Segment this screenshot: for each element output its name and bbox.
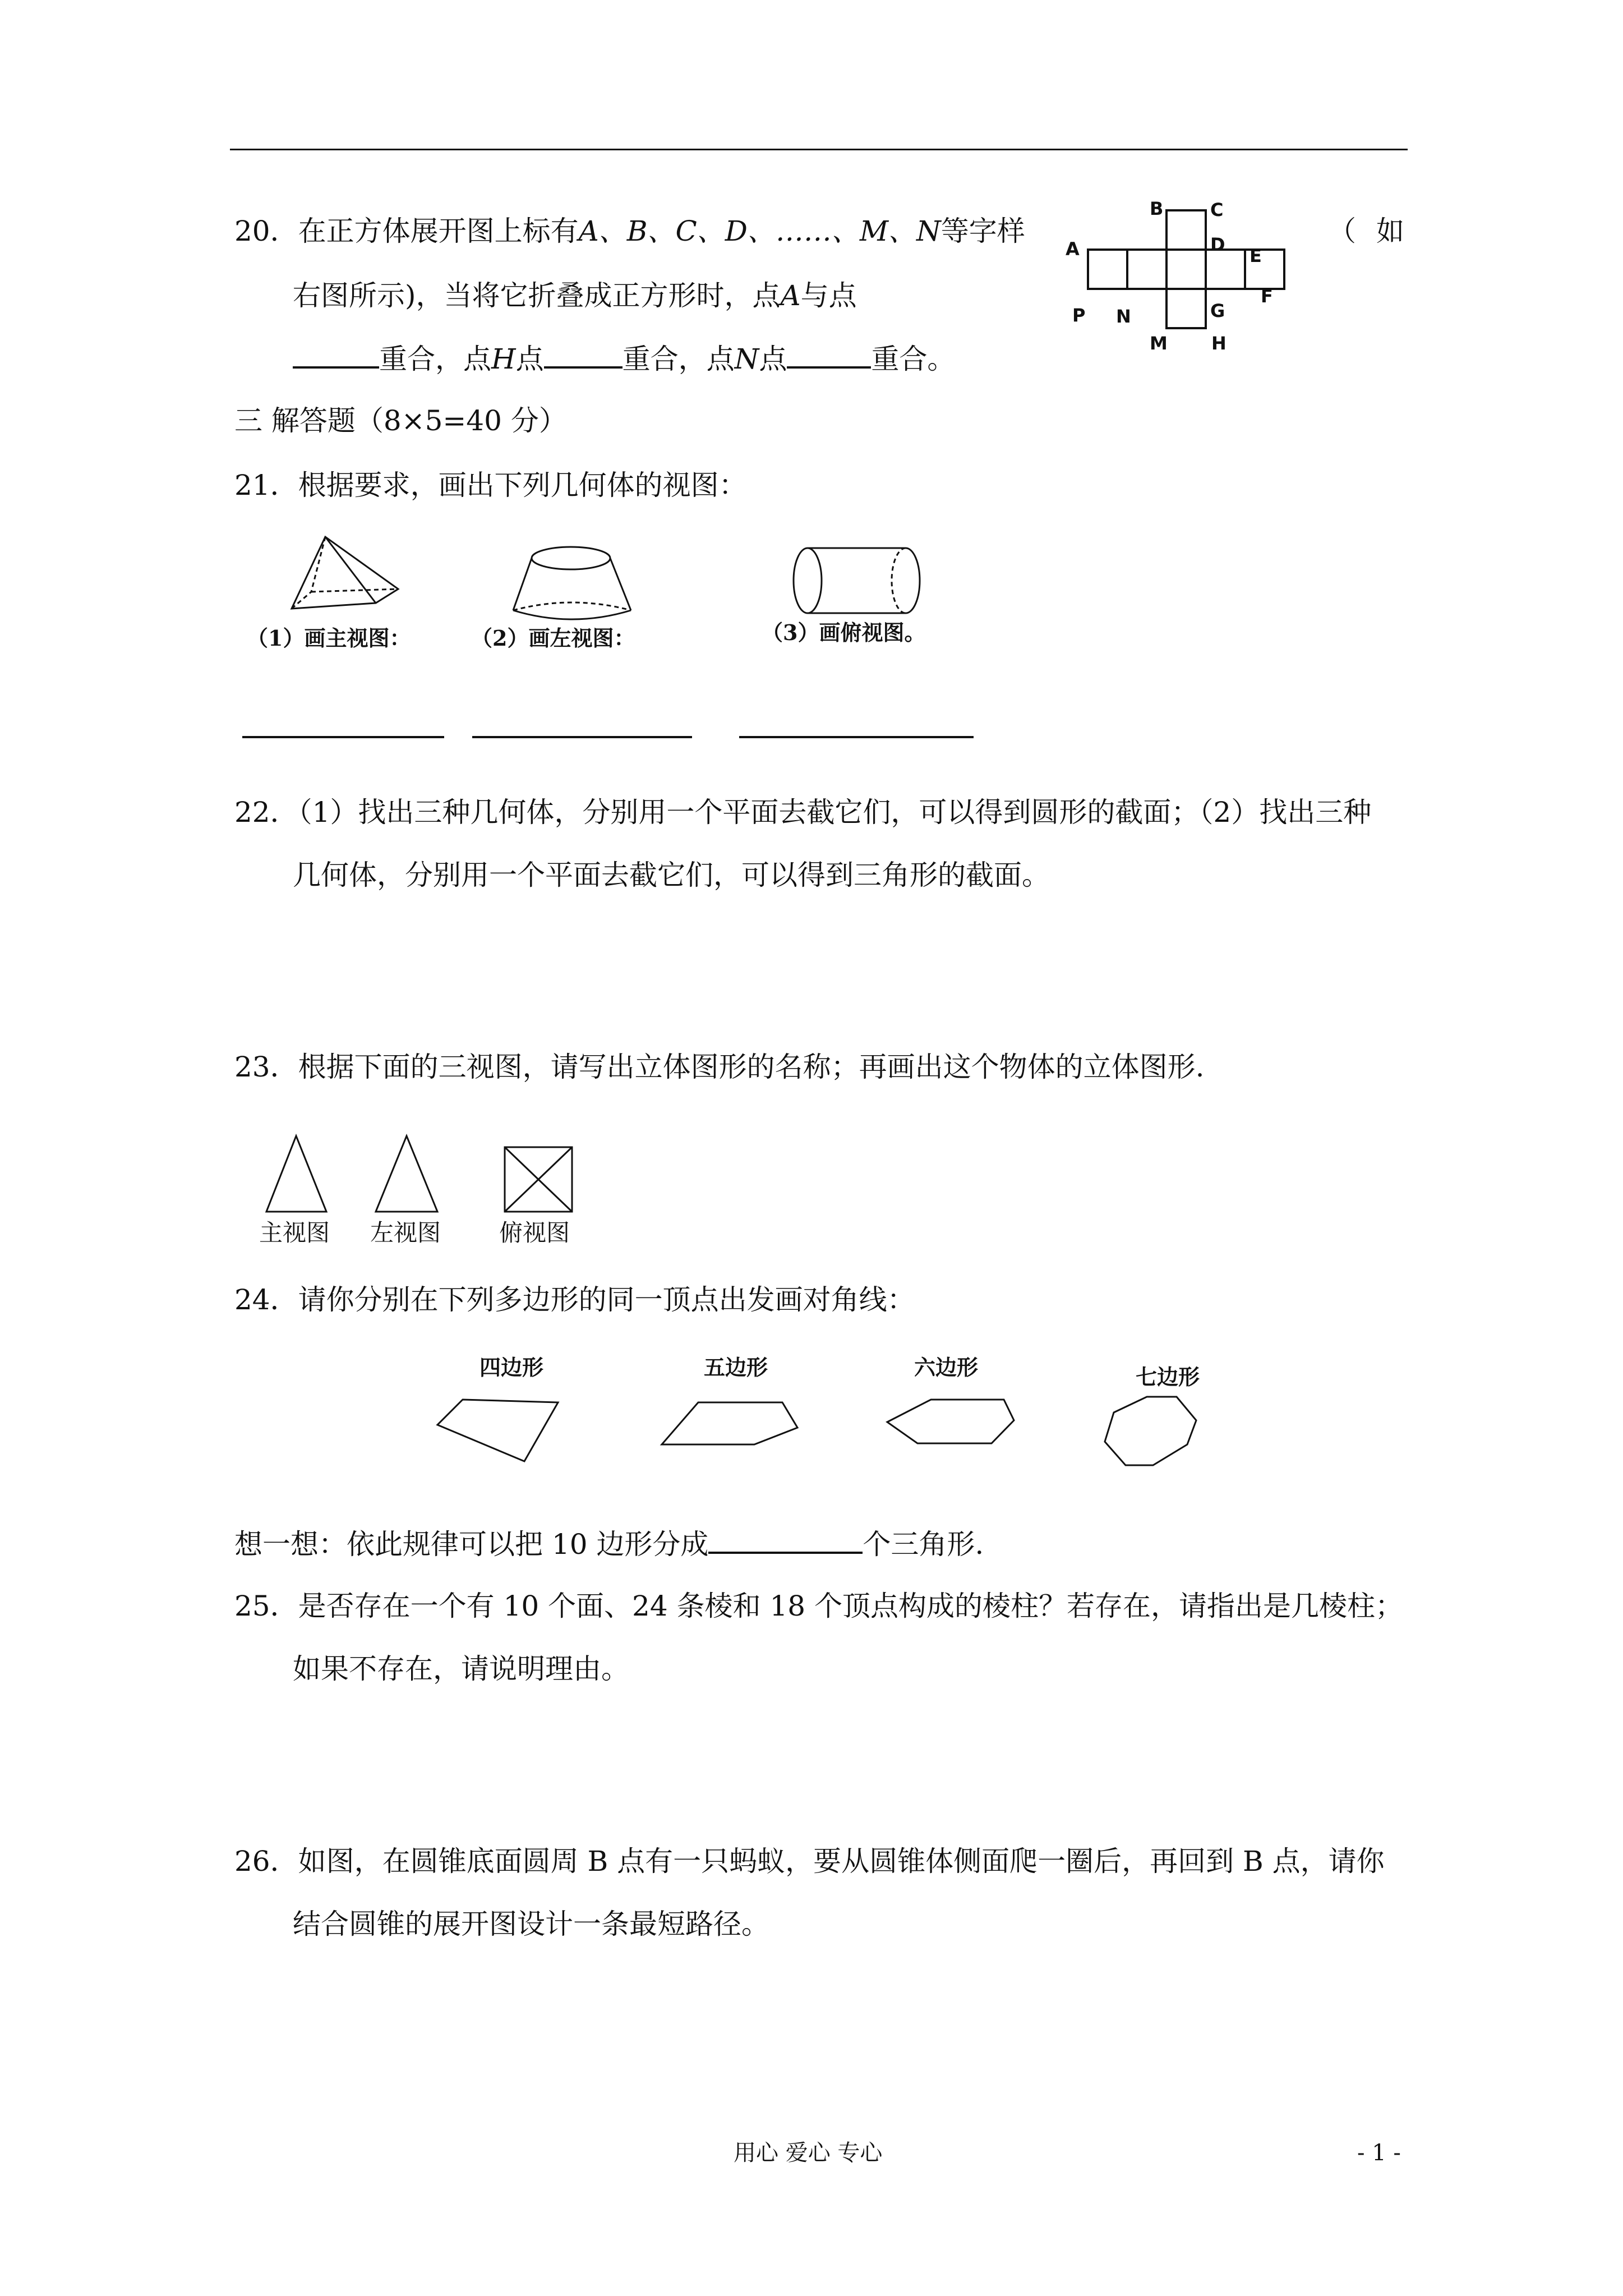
net-label-m: M bbox=[1150, 333, 1168, 354]
q20-line3: 重合，点H点 重合，点N点 重合。 bbox=[293, 342, 955, 376]
q21-answer-line-3[interactable] bbox=[739, 736, 974, 738]
quadrilateral bbox=[437, 1400, 558, 1461]
q22-line2: 几何体，分别用一个平面去截它们，可以得到三角形的截面。 bbox=[293, 859, 1050, 891]
net-label-g: G bbox=[1210, 300, 1225, 321]
page-number: - 1 - bbox=[1357, 2140, 1401, 2166]
q23-three-views bbox=[258, 1133, 583, 1223]
q26-line1: 26．如图，在圆锥底面圆周 B 点有一只蚂蚁，要从圆锥体侧面爬一圈后，再回到 B 点，请你 bbox=[234, 1845, 1385, 1878]
net-label-a: A bbox=[1066, 238, 1080, 260]
header-rule bbox=[230, 149, 1408, 150]
q21-answer-line-2[interactable] bbox=[472, 736, 692, 738]
answer-blank-n[interactable] bbox=[787, 343, 871, 369]
q20-line1: 20．在正方体展开图上标有A、B、C、D、……、M、N等字样 bbox=[234, 215, 1025, 247]
answer-blank-a[interactable] bbox=[293, 343, 379, 369]
q23-caption-top: 俯视图 bbox=[499, 1219, 570, 1246]
cylinder-figure bbox=[785, 544, 931, 623]
q23-caption-front: 主视图 bbox=[259, 1219, 330, 1246]
net-label-n: N bbox=[1116, 306, 1131, 327]
net-label-b: B bbox=[1150, 198, 1164, 219]
net-label-f: F bbox=[1261, 286, 1273, 307]
net-label-e: E bbox=[1249, 245, 1262, 266]
q21-answer-line-1[interactable] bbox=[242, 736, 444, 738]
footer-motto: 用心 爱心 专心 bbox=[734, 2140, 883, 2166]
q20-number: 20． bbox=[234, 215, 298, 247]
q23-text: 23．根据下面的三视图，请写出立体图形的名称；再画出这个物体的立体图形. bbox=[234, 1051, 1205, 1083]
q23-caption-left: 左视图 bbox=[370, 1219, 441, 1246]
q24-polygons bbox=[426, 1386, 1239, 1498]
q22-line1: 22．（1）找出三种几何体，分别用一个平面去截它们，可以得到圆形的截面；（2）找出三种 bbox=[234, 796, 1372, 829]
q21-caption-2: （2）画左视图： bbox=[471, 625, 635, 651]
q21-caption-1: （1）画主视图： bbox=[247, 625, 411, 651]
q24-think: 想一想：依此规律可以把 10 边形分成 个三角形. bbox=[234, 1528, 984, 1561]
pyramid-figure bbox=[280, 536, 415, 625]
net-label-p: P bbox=[1072, 305, 1086, 326]
q26-line2: 结合圆锥的展开图设计一条最短路径。 bbox=[293, 1908, 769, 1940]
net-label-d: D bbox=[1210, 234, 1225, 255]
answer-blank-h[interactable] bbox=[544, 343, 623, 369]
cube-net-figure bbox=[1054, 199, 1279, 367]
frustum-figure bbox=[505, 544, 639, 628]
q20-line2: 右图所示)，当将它折叠成正方形时，点A与点 bbox=[293, 279, 857, 312]
q20-aside: （ 如 bbox=[1328, 215, 1404, 247]
q24-text: 24．请你分别在下列多边形的同一顶点出发画对角线： bbox=[234, 1283, 915, 1316]
net-label-h: H bbox=[1211, 333, 1227, 354]
q25-line2: 如果不存在，请说明理由。 bbox=[293, 1653, 629, 1685]
q21-caption-3: （3）画俯视图。 bbox=[762, 620, 926, 645]
heptagon bbox=[1105, 1397, 1196, 1465]
q24-label-quad: 四边形 bbox=[479, 1355, 544, 1380]
net-label-c: C bbox=[1210, 199, 1224, 220]
pentagon bbox=[662, 1402, 797, 1444]
q24-label-pent: 五边形 bbox=[704, 1355, 768, 1380]
q24-label-hept: 七边形 bbox=[1136, 1365, 1200, 1389]
hexagon bbox=[887, 1400, 1014, 1443]
q24-label-hex: 六边形 bbox=[914, 1355, 979, 1380]
q21-text: 21．根据要求，画出下列几何体的视图： bbox=[234, 469, 747, 501]
section-title: 三 解答题（8×5=40 分） bbox=[234, 404, 567, 437]
answer-blank-triangles[interactable] bbox=[708, 1528, 863, 1554]
q25-line1: 25．是否存在一个有 10 个面、24 条棱和 18 个顶点构成的棱柱？若存在，请指出是几棱柱； bbox=[234, 1590, 1403, 1622]
